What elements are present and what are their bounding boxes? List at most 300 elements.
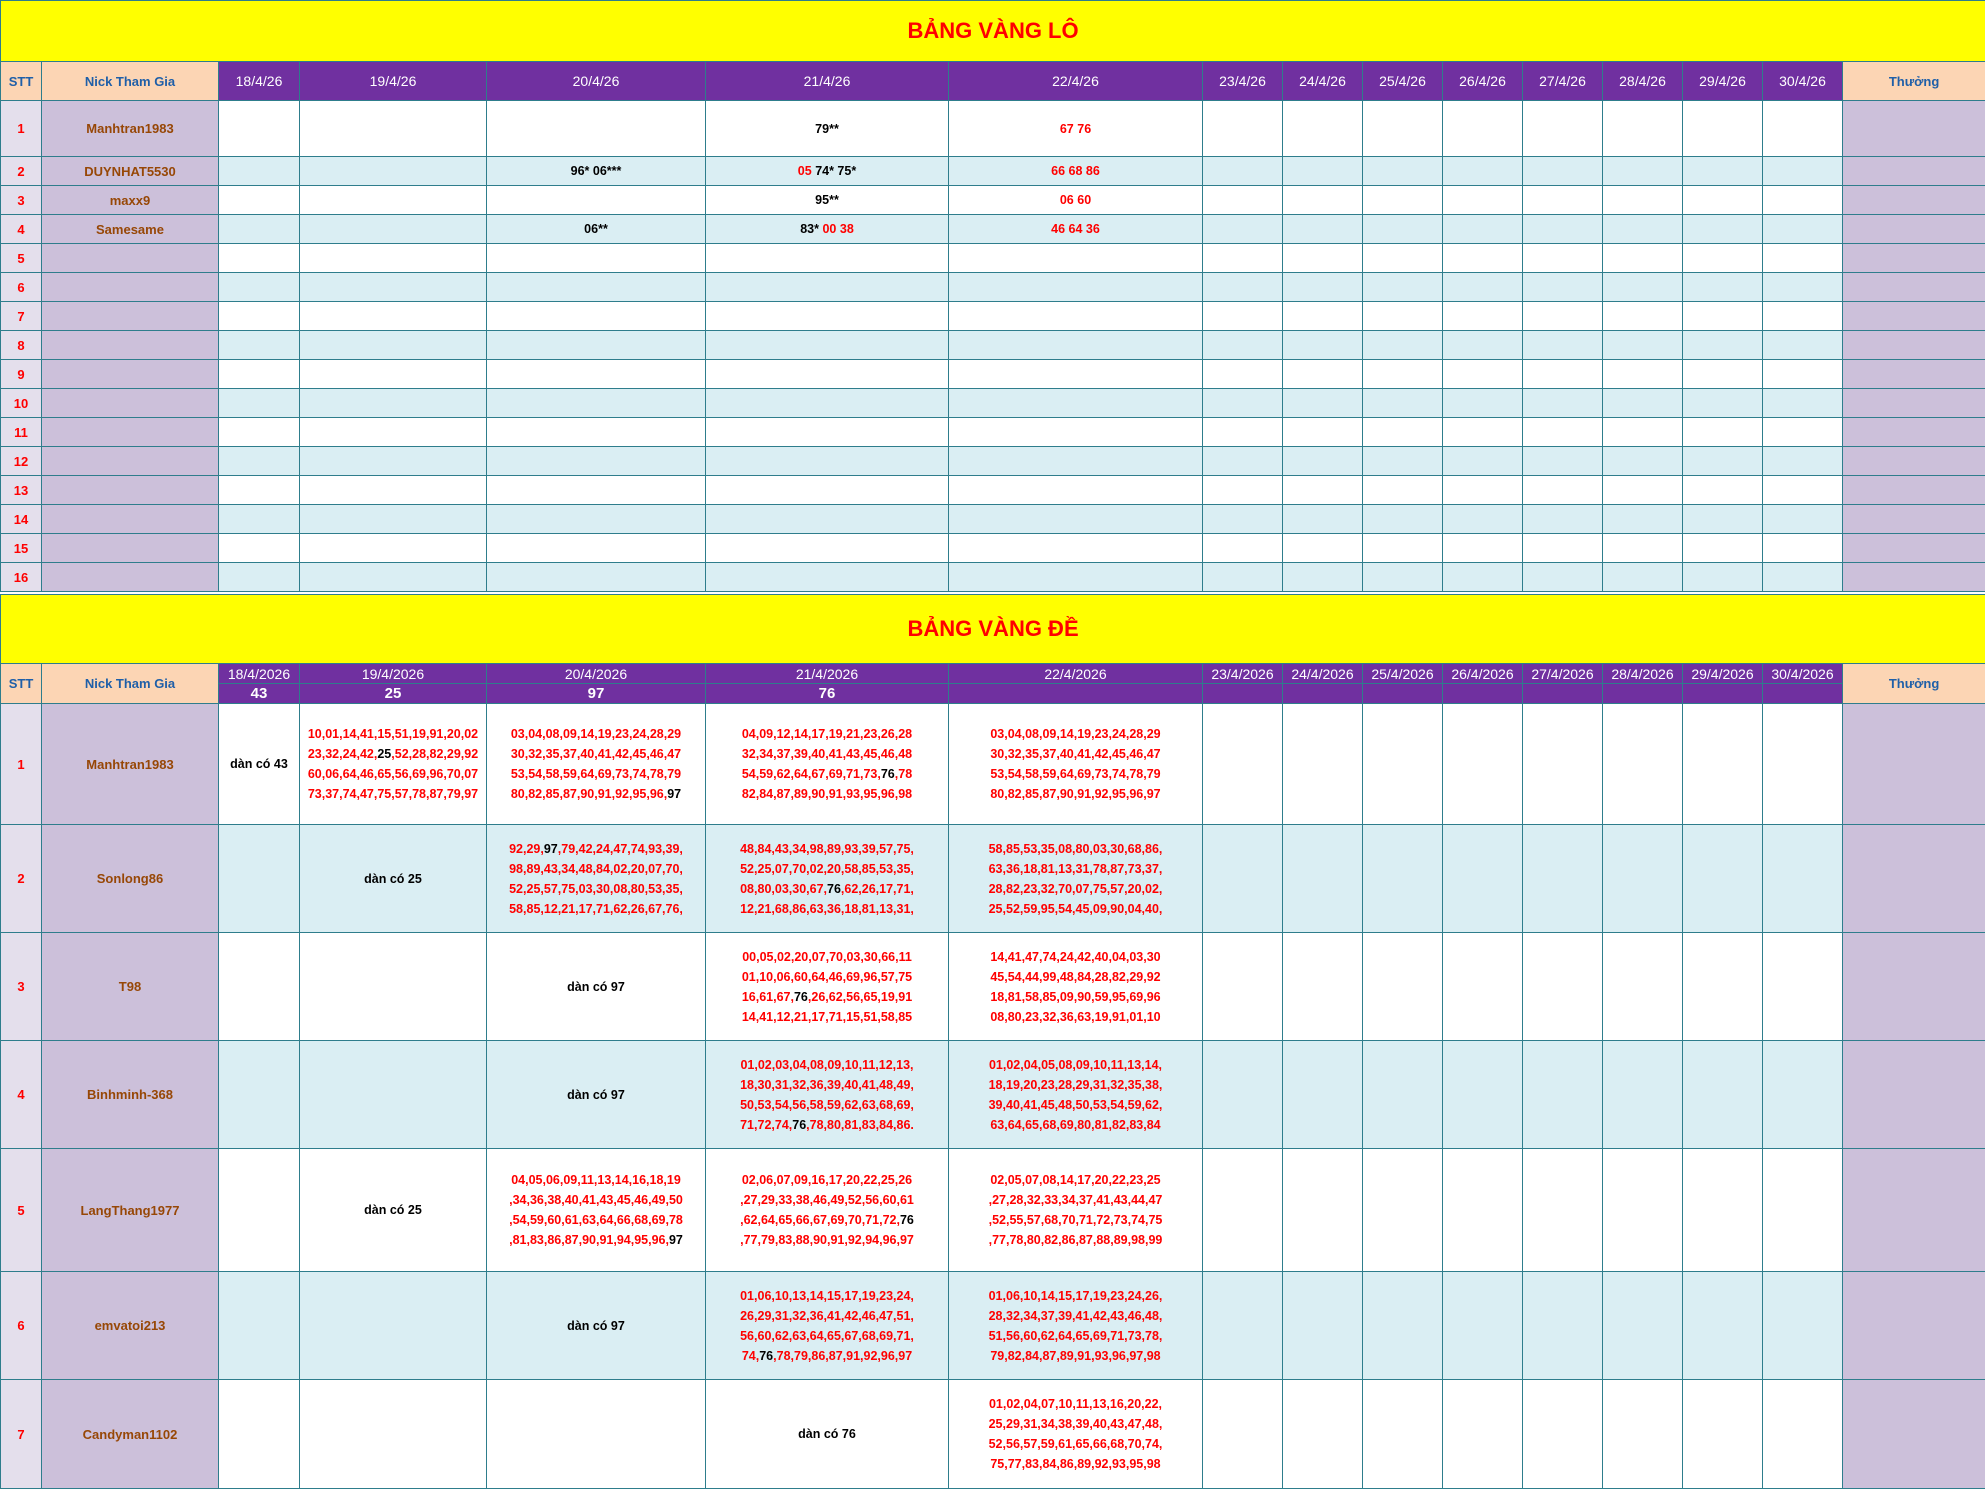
lo-cell[interactable] [487,447,706,476]
de-cell[interactable] [300,1041,487,1149]
lo-cell[interactable] [1443,101,1523,157]
lo-cell[interactable] [1603,157,1683,186]
lo-cell[interactable] [219,331,300,360]
lo-cell[interactable] [1683,505,1763,534]
lo-cell[interactable] [1603,360,1683,389]
de-cell[interactable] [1283,704,1363,825]
lo-cell[interactable] [1603,418,1683,447]
de-cell[interactable] [300,1380,487,1489]
lo-cell[interactable] [1443,563,1523,592]
lo-cell[interactable] [1763,186,1843,215]
row-thuong[interactable] [1843,1272,1985,1380]
lo-cell[interactable] [1443,331,1523,360]
lo-cell[interactable] [1443,476,1523,505]
lo-cell[interactable] [1603,273,1683,302]
de-cell[interactable] [487,1149,706,1272]
lo-cell[interactable] [487,302,706,331]
lo-cell[interactable] [1443,505,1523,534]
de-cell[interactable] [1683,825,1763,933]
lo-cell[interactable] [949,505,1203,534]
lo-cell[interactable] [1203,534,1283,563]
de-cell[interactable] [1363,1149,1443,1272]
de-cell[interactable] [1603,933,1683,1041]
lo-cell[interactable] [949,447,1203,476]
lo-cell[interactable] [1443,447,1523,476]
lo-cell[interactable] [1683,331,1763,360]
lo-cell[interactable] [219,418,300,447]
lo-cell[interactable] [1763,418,1843,447]
lo-cell[interactable] [949,389,1203,418]
lo-cell[interactable] [1283,476,1363,505]
lo-cell[interactable] [1683,244,1763,273]
de-cell[interactable] [1683,1041,1763,1149]
de-cell[interactable] [219,1149,300,1272]
row-nick[interactable]: Candyman1102 [42,1380,219,1489]
de-cell[interactable] [1523,933,1603,1041]
lo-cell[interactable] [1283,534,1363,563]
lo-cell[interactable] [1203,476,1283,505]
lo-cell[interactable] [487,360,706,389]
row-thuong[interactable] [1843,1041,1985,1149]
de-cell[interactable] [1203,704,1283,825]
lo-cell[interactable] [219,244,300,273]
de-cell[interactable] [1363,1380,1443,1489]
de-cell[interactable] [1683,1149,1763,1272]
lo-cell[interactable] [487,331,706,360]
de-cell[interactable] [1283,1380,1363,1489]
row-nick[interactable] [42,534,219,563]
lo-cell[interactable] [1603,331,1683,360]
lo-cell[interactable] [1523,389,1603,418]
de-cell[interactable] [487,933,706,1041]
row-nick[interactable] [42,389,219,418]
de-cell[interactable] [1443,1041,1523,1149]
lo-cell[interactable] [1363,447,1443,476]
lo-cell[interactable] [706,302,949,331]
row-nick[interactable] [42,360,219,389]
lo-cell[interactable] [1363,534,1443,563]
lo-cell[interactable] [1603,563,1683,592]
lo-cell[interactable] [1683,418,1763,447]
lo-cell[interactable] [487,563,706,592]
de-cell[interactable] [219,933,300,1041]
lo-cell[interactable] [1523,360,1603,389]
row-thuong[interactable] [1843,101,1985,157]
de-cell[interactable] [949,704,1203,825]
de-cell[interactable] [949,825,1203,933]
row-nick[interactable] [42,302,219,331]
lo-cell[interactable] [1603,186,1683,215]
lo-cell[interactable] [1363,244,1443,273]
de-cell[interactable] [1443,1272,1523,1380]
de-cell[interactable] [487,825,706,933]
row-nick[interactable]: maxx9 [42,186,219,215]
de-cell[interactable] [1763,704,1843,825]
lo-cell[interactable] [706,331,949,360]
de-cell[interactable] [1443,704,1523,825]
de-cell[interactable] [1363,825,1443,933]
lo-cell[interactable] [1363,101,1443,157]
de-cell[interactable] [1283,933,1363,1041]
lo-cell[interactable] [219,534,300,563]
row-nick[interactable]: DUYNHAT5530 [42,157,219,186]
de-cell[interactable] [219,1272,300,1380]
lo-cell[interactable] [1203,360,1283,389]
lo-cell[interactable] [1203,157,1283,186]
lo-cell[interactable] [949,273,1203,302]
row-nick[interactable] [42,331,219,360]
lo-cell[interactable] [219,186,300,215]
lo-cell[interactable] [1363,563,1443,592]
lo-cell[interactable] [1523,476,1603,505]
row-thuong[interactable] [1843,215,1985,244]
lo-cell[interactable] [949,476,1203,505]
lo-cell[interactable] [706,101,949,157]
lo-cell[interactable] [1683,302,1763,331]
de-cell[interactable] [949,1272,1203,1380]
row-thuong[interactable] [1843,933,1985,1041]
lo-cell[interactable] [1363,302,1443,331]
de-cell[interactable] [487,1272,706,1380]
lo-cell[interactable] [1203,302,1283,331]
row-nick[interactable]: LangThang1977 [42,1149,219,1272]
de-cell[interactable] [300,825,487,933]
lo-cell[interactable] [300,360,487,389]
lo-cell[interactable] [1363,360,1443,389]
lo-cell[interactable] [1763,447,1843,476]
lo-cell[interactable] [706,157,949,186]
de-cell[interactable] [219,825,300,933]
de-cell[interactable] [1363,1272,1443,1380]
row-thuong[interactable] [1843,704,1985,825]
de-cell[interactable] [1523,1041,1603,1149]
lo-cell[interactable] [219,563,300,592]
lo-cell[interactable] [1763,505,1843,534]
lo-cell[interactable] [706,563,949,592]
de-cell[interactable] [1443,825,1523,933]
de-cell[interactable] [1443,1149,1523,1272]
lo-cell[interactable] [1523,186,1603,215]
lo-cell[interactable] [1523,244,1603,273]
lo-cell[interactable] [1523,273,1603,302]
lo-cell[interactable] [1763,476,1843,505]
lo-cell[interactable] [1363,215,1443,244]
row-nick[interactable] [42,418,219,447]
lo-cell[interactable] [1683,360,1763,389]
de-cell[interactable] [1763,1272,1843,1380]
lo-cell[interactable] [1363,331,1443,360]
de-cell[interactable] [219,704,300,825]
de-cell[interactable] [219,1380,300,1489]
lo-cell[interactable] [219,360,300,389]
lo-cell[interactable] [1763,273,1843,302]
de-cell[interactable] [1763,1380,1843,1489]
lo-cell[interactable] [1603,389,1683,418]
de-cell[interactable] [1683,1380,1763,1489]
row-thuong[interactable] [1843,825,1985,933]
row-thuong[interactable] [1843,186,1985,215]
de-cell[interactable] [1523,1149,1603,1272]
lo-cell[interactable] [1203,418,1283,447]
lo-cell[interactable] [1443,157,1523,186]
lo-cell[interactable] [300,447,487,476]
lo-cell[interactable] [1443,360,1523,389]
de-cell[interactable] [949,1149,1203,1272]
lo-cell[interactable] [1443,302,1523,331]
de-cell[interactable] [1363,933,1443,1041]
lo-cell[interactable] [487,215,706,244]
lo-cell[interactable] [219,273,300,302]
de-cell[interactable] [1603,1149,1683,1272]
de-cell[interactable] [1523,1380,1603,1489]
lo-cell[interactable] [1363,186,1443,215]
lo-cell[interactable] [706,534,949,563]
lo-cell[interactable] [1283,215,1363,244]
lo-cell[interactable] [487,101,706,157]
lo-cell[interactable] [1683,447,1763,476]
de-cell[interactable] [300,1149,487,1272]
lo-cell[interactable] [706,273,949,302]
row-thuong[interactable] [1843,302,1985,331]
lo-cell[interactable] [1763,101,1843,157]
lo-cell[interactable] [1363,418,1443,447]
row-nick[interactable]: Samesame [42,215,219,244]
lo-cell[interactable] [949,360,1203,389]
row-thuong[interactable] [1843,505,1985,534]
lo-cell[interactable] [1203,215,1283,244]
lo-cell[interactable] [1363,505,1443,534]
lo-cell[interactable] [1683,273,1763,302]
lo-cell[interactable] [487,186,706,215]
de-cell[interactable] [1203,933,1283,1041]
row-thuong[interactable] [1843,273,1985,302]
lo-cell[interactable] [1603,244,1683,273]
lo-cell[interactable] [1443,418,1523,447]
lo-cell[interactable] [1283,447,1363,476]
row-nick[interactable] [42,273,219,302]
de-cell[interactable] [1283,1272,1363,1380]
de-cell[interactable] [1203,1041,1283,1149]
lo-cell[interactable] [949,331,1203,360]
lo-cell[interactable] [1363,476,1443,505]
lo-cell[interactable] [1523,418,1603,447]
lo-cell[interactable] [1443,215,1523,244]
row-nick[interactable]: Manhtran1983 [42,704,219,825]
row-nick[interactable] [42,244,219,273]
lo-cell[interactable] [219,157,300,186]
de-cell[interactable] [1763,1149,1843,1272]
lo-cell[interactable] [1683,476,1763,505]
lo-cell[interactable] [706,244,949,273]
lo-cell[interactable] [300,418,487,447]
row-thuong[interactable] [1843,244,1985,273]
lo-cell[interactable] [1763,302,1843,331]
lo-cell[interactable] [706,360,949,389]
lo-cell[interactable] [949,302,1203,331]
lo-cell[interactable] [1603,302,1683,331]
row-thuong[interactable] [1843,157,1985,186]
de-cell[interactable] [1363,1041,1443,1149]
lo-cell[interactable] [300,215,487,244]
lo-cell[interactable] [1523,215,1603,244]
lo-cell[interactable] [487,418,706,447]
row-thuong[interactable] [1843,418,1985,447]
de-cell[interactable] [300,704,487,825]
lo-cell[interactable] [1603,101,1683,157]
row-nick[interactable] [42,447,219,476]
lo-cell[interactable] [1523,505,1603,534]
lo-cell[interactable] [487,534,706,563]
lo-cell[interactable] [1363,389,1443,418]
lo-cell[interactable] [1523,563,1603,592]
row-nick[interactable]: Manhtran1983 [42,101,219,157]
lo-cell[interactable] [1603,505,1683,534]
lo-cell[interactable] [487,389,706,418]
de-cell[interactable] [1683,933,1763,1041]
de-cell[interactable] [1603,1272,1683,1380]
lo-cell[interactable] [1283,302,1363,331]
row-thuong[interactable] [1843,476,1985,505]
lo-cell[interactable] [487,505,706,534]
row-nick[interactable] [42,563,219,592]
de-cell[interactable] [706,1149,949,1272]
lo-cell[interactable] [1523,302,1603,331]
lo-cell[interactable] [300,563,487,592]
de-cell[interactable] [487,1380,706,1489]
de-cell[interactable] [706,1272,949,1380]
lo-cell[interactable] [300,476,487,505]
lo-cell[interactable] [1683,534,1763,563]
lo-cell[interactable] [300,331,487,360]
de-cell[interactable] [1283,1149,1363,1272]
lo-cell[interactable] [1203,389,1283,418]
lo-cell[interactable] [1203,186,1283,215]
lo-cell[interactable] [1763,534,1843,563]
lo-cell[interactable] [949,534,1203,563]
lo-cell[interactable] [1683,563,1763,592]
lo-cell[interactable] [1283,101,1363,157]
lo-cell[interactable] [300,534,487,563]
lo-cell[interactable] [949,101,1203,157]
lo-cell[interactable] [1363,157,1443,186]
de-cell[interactable] [1203,1272,1283,1380]
de-cell[interactable] [487,1041,706,1149]
lo-cell[interactable] [1763,360,1843,389]
lo-cell[interactable] [706,476,949,505]
lo-cell[interactable] [1683,157,1763,186]
lo-cell[interactable] [1203,331,1283,360]
lo-cell[interactable] [949,157,1203,186]
lo-cell[interactable] [1763,563,1843,592]
de-cell[interactable] [949,1380,1203,1489]
de-cell[interactable] [1203,1380,1283,1489]
lo-cell[interactable] [706,389,949,418]
lo-cell[interactable] [219,505,300,534]
de-cell[interactable] [949,933,1203,1041]
lo-cell[interactable] [949,418,1203,447]
lo-cell[interactable] [949,563,1203,592]
row-nick[interactable] [42,505,219,534]
lo-cell[interactable] [1203,447,1283,476]
lo-cell[interactable] [1603,534,1683,563]
de-cell[interactable] [1283,1041,1363,1149]
lo-cell[interactable] [1443,244,1523,273]
lo-cell[interactable] [1603,447,1683,476]
lo-cell[interactable] [1523,101,1603,157]
lo-cell[interactable] [1683,389,1763,418]
lo-cell[interactable] [219,447,300,476]
lo-cell[interactable] [1763,157,1843,186]
lo-cell[interactable] [1283,244,1363,273]
row-thuong[interactable] [1843,534,1985,563]
lo-cell[interactable] [1763,215,1843,244]
de-cell[interactable] [300,933,487,1041]
lo-cell[interactable] [1283,360,1363,389]
row-thuong[interactable] [1843,1149,1985,1272]
lo-cell[interactable] [1443,534,1523,563]
de-cell[interactable] [1363,704,1443,825]
de-cell[interactable] [1603,825,1683,933]
lo-cell[interactable] [300,302,487,331]
row-nick[interactable]: Sonlong86 [42,825,219,933]
lo-cell[interactable] [1283,418,1363,447]
lo-cell[interactable] [1683,186,1763,215]
lo-cell[interactable] [300,101,487,157]
de-cell[interactable] [487,704,706,825]
row-thuong[interactable] [1843,447,1985,476]
lo-cell[interactable] [1203,563,1283,592]
lo-cell[interactable] [949,186,1203,215]
row-thuong[interactable] [1843,389,1985,418]
de-cell[interactable] [1523,1272,1603,1380]
de-cell[interactable] [300,1272,487,1380]
row-thuong[interactable] [1843,1380,1985,1489]
de-cell[interactable] [1683,1272,1763,1380]
row-thuong[interactable] [1843,360,1985,389]
de-cell[interactable] [1603,1041,1683,1149]
lo-cell[interactable] [1763,244,1843,273]
row-nick[interactable]: T98 [42,933,219,1041]
lo-cell[interactable] [1683,101,1763,157]
lo-cell[interactable] [300,244,487,273]
lo-cell[interactable] [949,244,1203,273]
lo-cell[interactable] [1523,447,1603,476]
lo-cell[interactable] [1283,157,1363,186]
lo-cell[interactable] [1203,101,1283,157]
lo-cell[interactable] [487,476,706,505]
lo-cell[interactable] [1283,186,1363,215]
lo-cell[interactable] [1523,157,1603,186]
row-nick[interactable]: emvatoi213 [42,1272,219,1380]
lo-cell[interactable] [1763,331,1843,360]
lo-cell[interactable] [949,215,1203,244]
lo-cell[interactable] [300,157,487,186]
de-cell[interactable] [1683,704,1763,825]
de-cell[interactable] [949,1041,1203,1149]
de-cell[interactable] [1443,1380,1523,1489]
de-cell[interactable] [1523,825,1603,933]
lo-cell[interactable] [300,273,487,302]
lo-cell[interactable] [1443,389,1523,418]
de-cell[interactable] [1763,825,1843,933]
de-cell[interactable] [706,933,949,1041]
lo-cell[interactable] [706,418,949,447]
row-thuong[interactable] [1843,331,1985,360]
lo-cell[interactable] [1283,389,1363,418]
lo-cell[interactable] [1443,273,1523,302]
lo-cell[interactable] [1363,273,1443,302]
de-cell[interactable] [1203,825,1283,933]
